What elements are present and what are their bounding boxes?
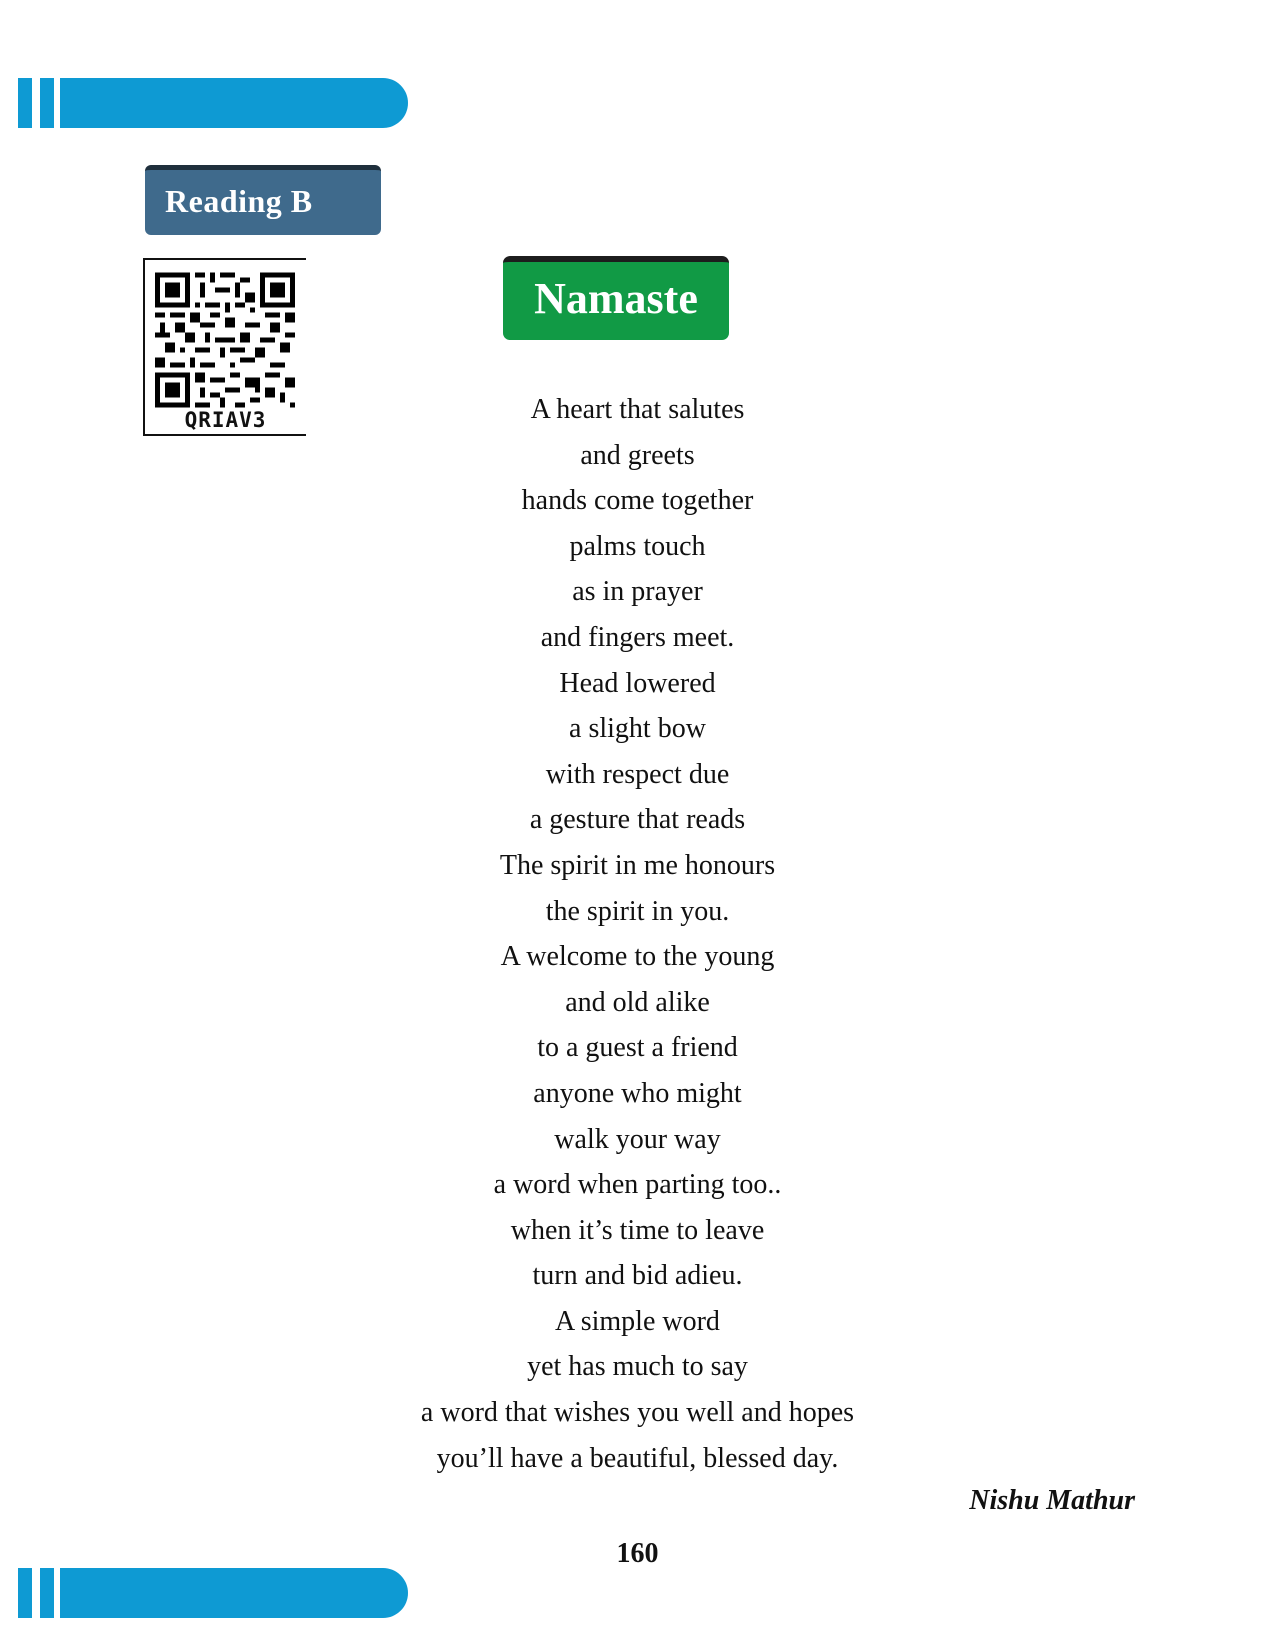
poem-line: turn and bid adieu. [532, 1260, 743, 1292]
qr-code-label: QRIAV3 [184, 408, 267, 432]
poem-line: A simple word [555, 1305, 720, 1337]
poem-line: the spirit in you. [545, 895, 730, 927]
qr-code-icon [155, 272, 295, 408]
poem-line: as in prayer [572, 576, 703, 608]
poem-line: A welcome to the young [500, 941, 775, 973]
poem-title: Namaste [503, 256, 729, 340]
poem-line: a gesture that reads [529, 804, 746, 836]
poem-line: and old alike [565, 986, 710, 1018]
poem-line: Head lowered [559, 667, 716, 699]
section-label: Reading B [145, 165, 381, 235]
poem-line: a slight bow [569, 713, 706, 745]
poem-line: walk your way [554, 1123, 721, 1155]
top-decorative-band [18, 78, 408, 128]
poem-line: and greets [580, 439, 695, 471]
poem-line: anyone who might [533, 1077, 742, 1109]
qr-code[interactable] [143, 258, 306, 436]
poem-line: and fingers meet. [540, 621, 735, 653]
page-number: 160 [616, 1538, 659, 1569]
poem-line: A heart that salutes [530, 394, 745, 425]
poem-author: Nishu Mathur [969, 1485, 1135, 1516]
poem-line: a word that wishes you well and hopes [420, 1397, 855, 1429]
poem-line: The spirit in me honours [499, 849, 776, 881]
poem-line: a word when parting too.. [493, 1169, 782, 1201]
poem-line: hands come together [521, 485, 754, 517]
poem-line: you’ll have a beautiful, blessed day. [436, 1442, 839, 1474]
poem-line: with respect due [545, 758, 730, 790]
poem-line: yet has much to say [527, 1351, 748, 1383]
poem-line: when it’s time to leave [510, 1214, 765, 1246]
poem-body [360, 387, 915, 1481]
poem-line: to a guest a friend [537, 1032, 738, 1064]
poem-line: palms touch [569, 530, 706, 562]
bottom-decorative-band [18, 1568, 408, 1618]
